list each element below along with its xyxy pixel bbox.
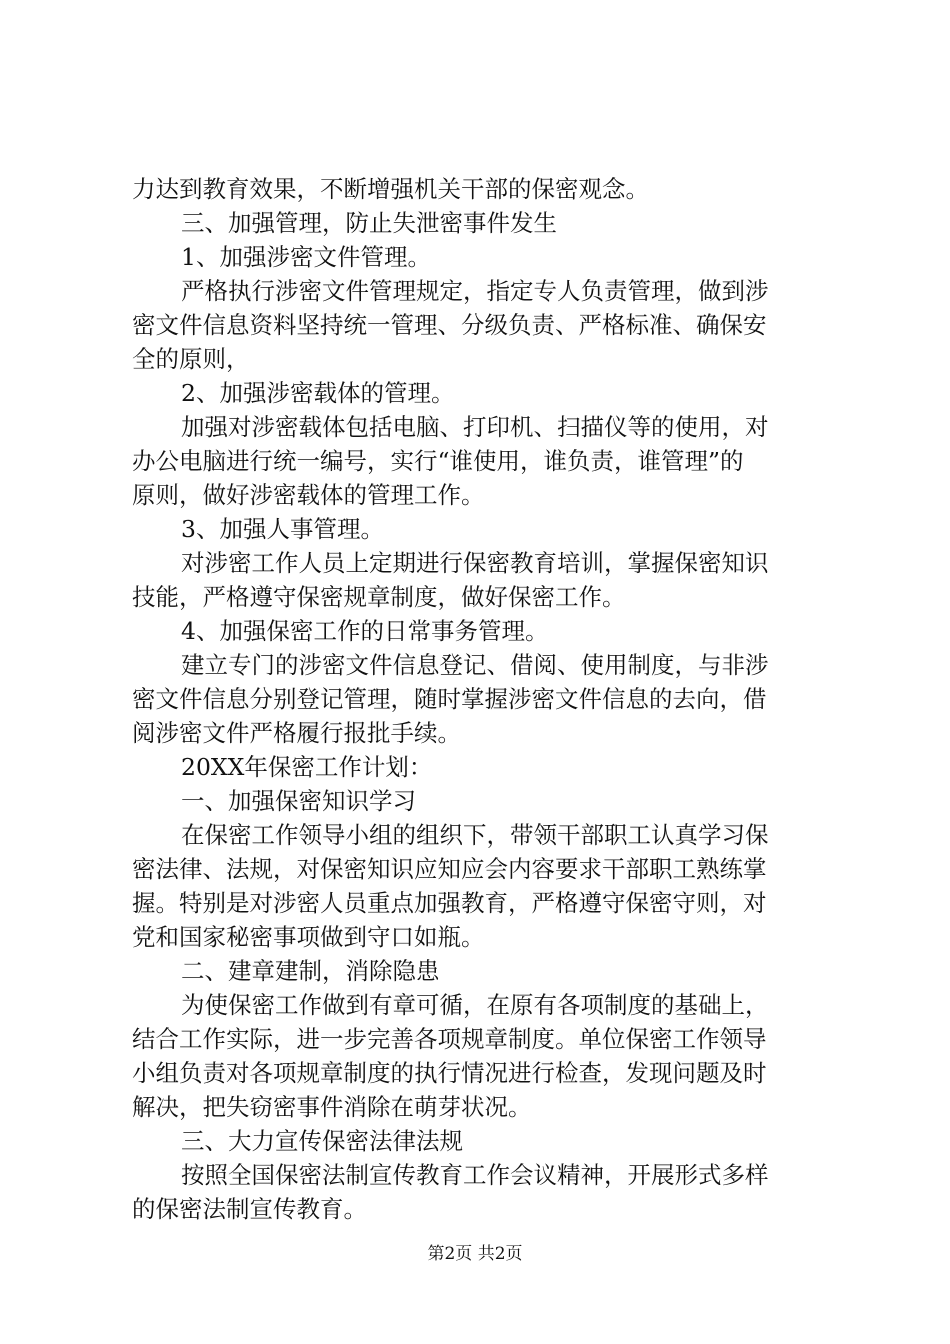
text-line: 办公电脑进行统一编号，实行“谁使用，谁负责，谁管理”的 [132,447,744,475]
text-line: 的保密法制宣传教育。 [132,1195,367,1223]
text-line: 1、加强涉密文件管理。 [181,243,431,271]
text-line: 二、建章建制，消除隐患 [181,957,440,985]
text-line: 建立专门的涉密文件信息登记、借阅、使用制度，与非涉 [181,651,769,679]
text-line: 20XX年保密工作计划： [181,753,433,781]
text-line: 原则，做好涉密载体的管理工作。 [132,481,485,509]
text-line: 三、加强管理，防止失泄密事件发生 [181,209,557,237]
text-line: 结合工作实际，进一步完善各项规章制度。单位保密工作领导 [132,1025,767,1053]
text-line: 技能，严格遵守保密规章制度，做好保密工作。 [132,583,626,611]
document-body [132,172,832,1226]
text-line: 解决，把失窃密事件消除在萌芽状况。 [132,1093,532,1121]
text-line: 在保密工作领导小组的组织下，带领干部职工认真学习保 [181,821,769,849]
text-line: 小组负责对各项规章制度的执行情况进行检查，发现问题及时 [132,1059,767,1087]
text-line: 2、加强涉密载体的管理。 [181,379,455,407]
text-line: 密文件信息资料坚持统一管理、分级负责、严格标准、确保安 [132,311,767,339]
text-line: 握。特别是对涉密人员重点加强教育，严格遵守保密守则，对 [132,889,767,917]
text-line: 按照全国保密法制宣传教育工作会议精神，开展形式多样 [181,1161,769,1189]
text-line: 密法律、法规，对保密知识应知应会内容要求干部职工熟练掌 [132,855,767,883]
text-line: 为使保密工作做到有章可循，在原有各项制度的基础上， [181,991,769,1019]
text-line: 严格执行涉密文件管理规定，指定专人负责管理，做到涉 [181,277,769,305]
text-line: 密文件信息分别登记管理，随时掌握涉密文件信息的去向，借 [132,685,767,713]
text-line: 加强对涉密载体包括电脑、打印机、扫描仪等的使用，对 [181,413,769,441]
text-line: 全的原则， [132,345,250,373]
text-line: 力达到教育效果，不断增强机关干部的保密观念。 [132,175,649,203]
text-line: 一、加强保密知识学习 [181,787,416,815]
text-line: 党和国家秘密事项做到守口如瓶。 [132,923,485,951]
text-line: 对涉密工作人员上定期进行保密教育培训，掌握保密知识 [181,549,769,577]
text-line: 3、加强人事管理。 [181,515,384,543]
text-line: 4、加强保密工作的日常事务管理。 [181,617,549,645]
text-line: 三、大力宣传保密法律法规 [181,1127,463,1155]
page-footer: 第2页 共2页 [427,1244,523,1264]
text-line: 阅涉密文件严格履行报批手续。 [132,719,461,747]
